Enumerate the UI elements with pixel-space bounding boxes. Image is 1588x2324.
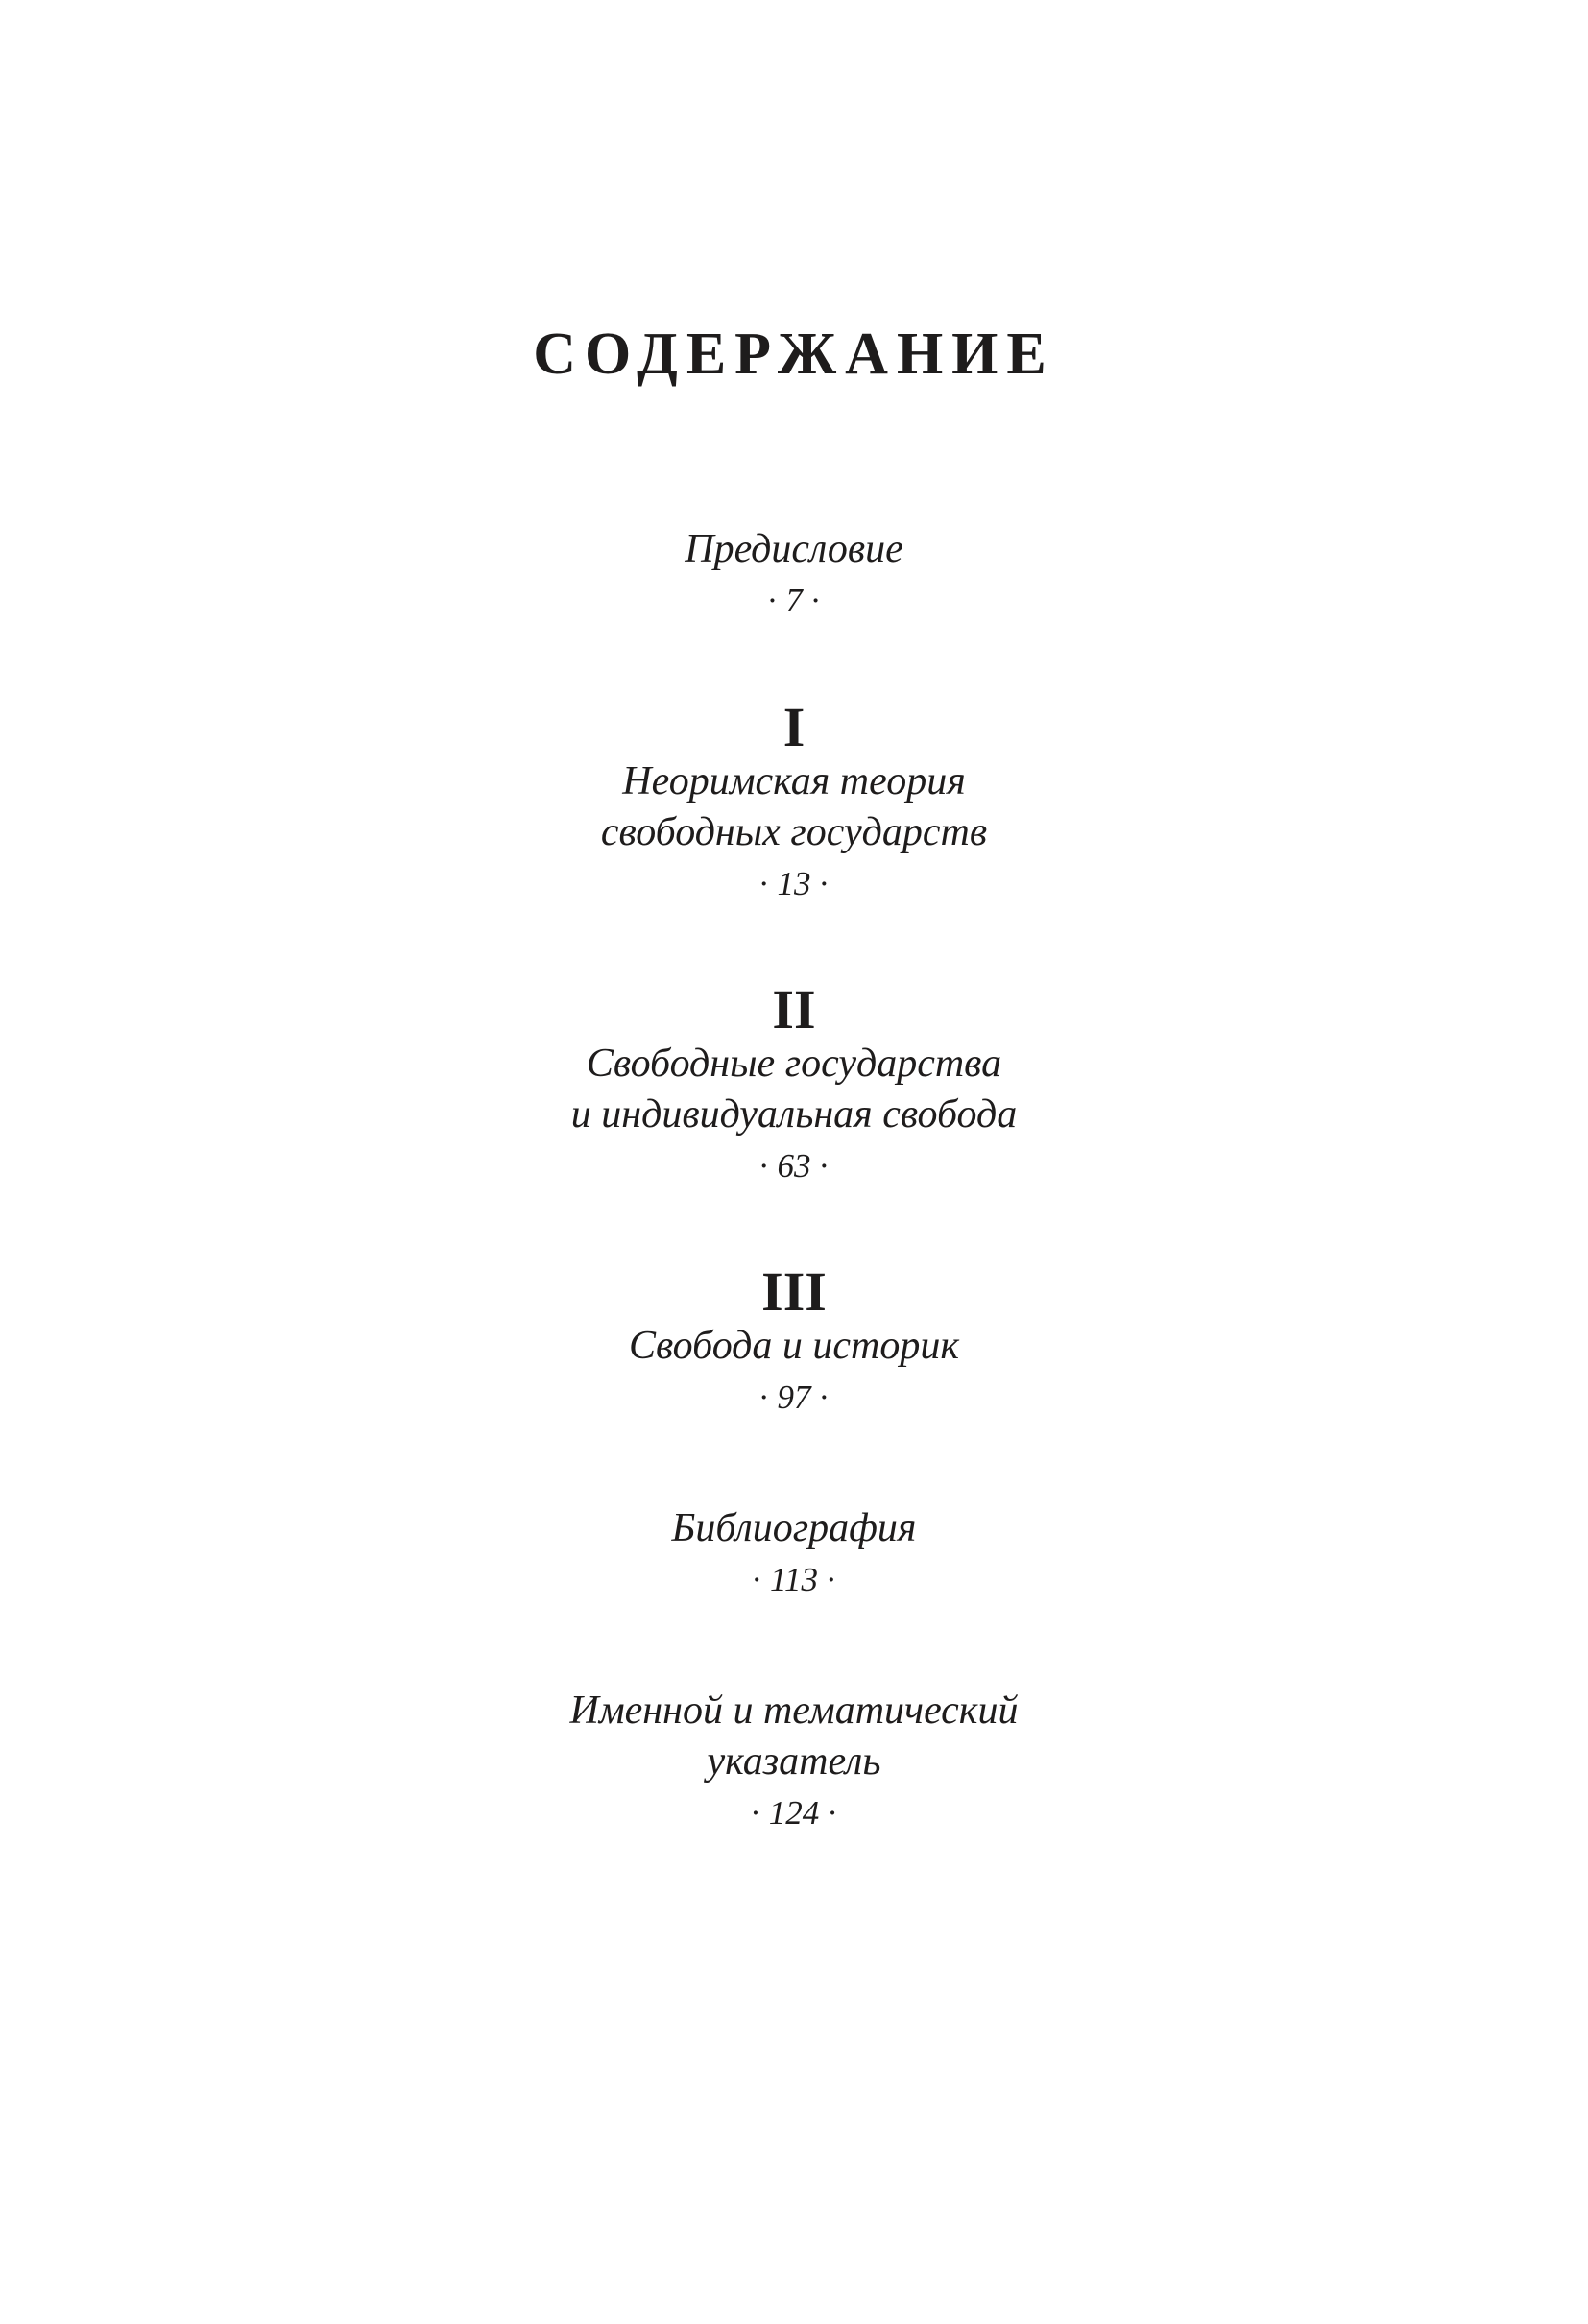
page-number-value: 63: [777, 1147, 811, 1185]
toc-entry-title-line: указатель: [707, 1739, 881, 1784]
toc-entry-chapter-1[interactable]: [0, 696, 1588, 910]
chapter-numeral: III: [761, 1260, 827, 1323]
toc-entry-page-number: [0, 1372, 1588, 1424]
toc-entry-chapter-2[interactable]: [0, 978, 1588, 1192]
separator-dot: ·: [818, 1147, 830, 1185]
toc-entry-title: [0, 756, 1588, 858]
separator-dot: ·: [766, 582, 779, 619]
toc-entry-title-line: Именной и тематический: [569, 1689, 1019, 1733]
toc-entry-title: [0, 1503, 1588, 1554]
toc-entry-preface[interactable]: [0, 524, 1588, 627]
chapter-numeral: I: [782, 696, 806, 758]
separator-dot: ·: [809, 582, 822, 619]
toc-entry-title-line: Свободные государства: [586, 1042, 1002, 1086]
toc-entry-title: [0, 1686, 1588, 1787]
separator-dot: ·: [758, 865, 770, 902]
toc-entry-page-number: [0, 1140, 1588, 1192]
separator-dot: ·: [751, 1561, 763, 1598]
page-number-value: 124: [768, 1794, 820, 1832]
toc-entry-title: [0, 524, 1588, 575]
separator-dot: ·: [827, 1794, 838, 1832]
toc-entry-title-line: свободных государств: [600, 810, 988, 854]
toc-entry-bibliography[interactable]: [0, 1503, 1588, 1606]
separator-dot: ·: [758, 1147, 770, 1185]
page-number-value: 13: [777, 865, 811, 902]
toc-entry-page-number: [0, 1554, 1588, 1606]
toc-entry-title-line: и индивидуальная свобода: [570, 1092, 1018, 1137]
page-number-value: 7: [785, 582, 803, 619]
separator-dot: ·: [818, 865, 830, 902]
toc-entry-title-line: Свобода и историк: [628, 1324, 960, 1368]
page-number-value: 97: [777, 1378, 811, 1416]
toc-entry-page-number: [0, 858, 1588, 910]
toc-entry-title: [0, 1039, 1588, 1140]
separator-dot: ·: [818, 1378, 830, 1416]
page-number-value: 113: [770, 1561, 818, 1598]
separator-dot: ·: [750, 1794, 761, 1832]
toc-entry-chapter-3[interactable]: [0, 1260, 1588, 1424]
toc-entry-title-line: Предисловие: [685, 527, 903, 571]
toc-entry-page-number: [0, 575, 1588, 627]
separator-dot: ·: [758, 1378, 770, 1416]
chapter-numeral: II: [772, 978, 816, 1041]
toc-entry-page-number: [0, 1787, 1588, 1839]
page-title: СОДЕРЖАНИЕ: [533, 322, 1055, 387]
toc-entry-title-line: Библиография: [671, 1506, 917, 1550]
toc-entry-title: [0, 1321, 1588, 1372]
toc-entry-index[interactable]: [0, 1686, 1588, 1839]
toc-entry-title-line: Неоримская теория: [622, 759, 966, 803]
separator-dot: ·: [825, 1561, 837, 1598]
